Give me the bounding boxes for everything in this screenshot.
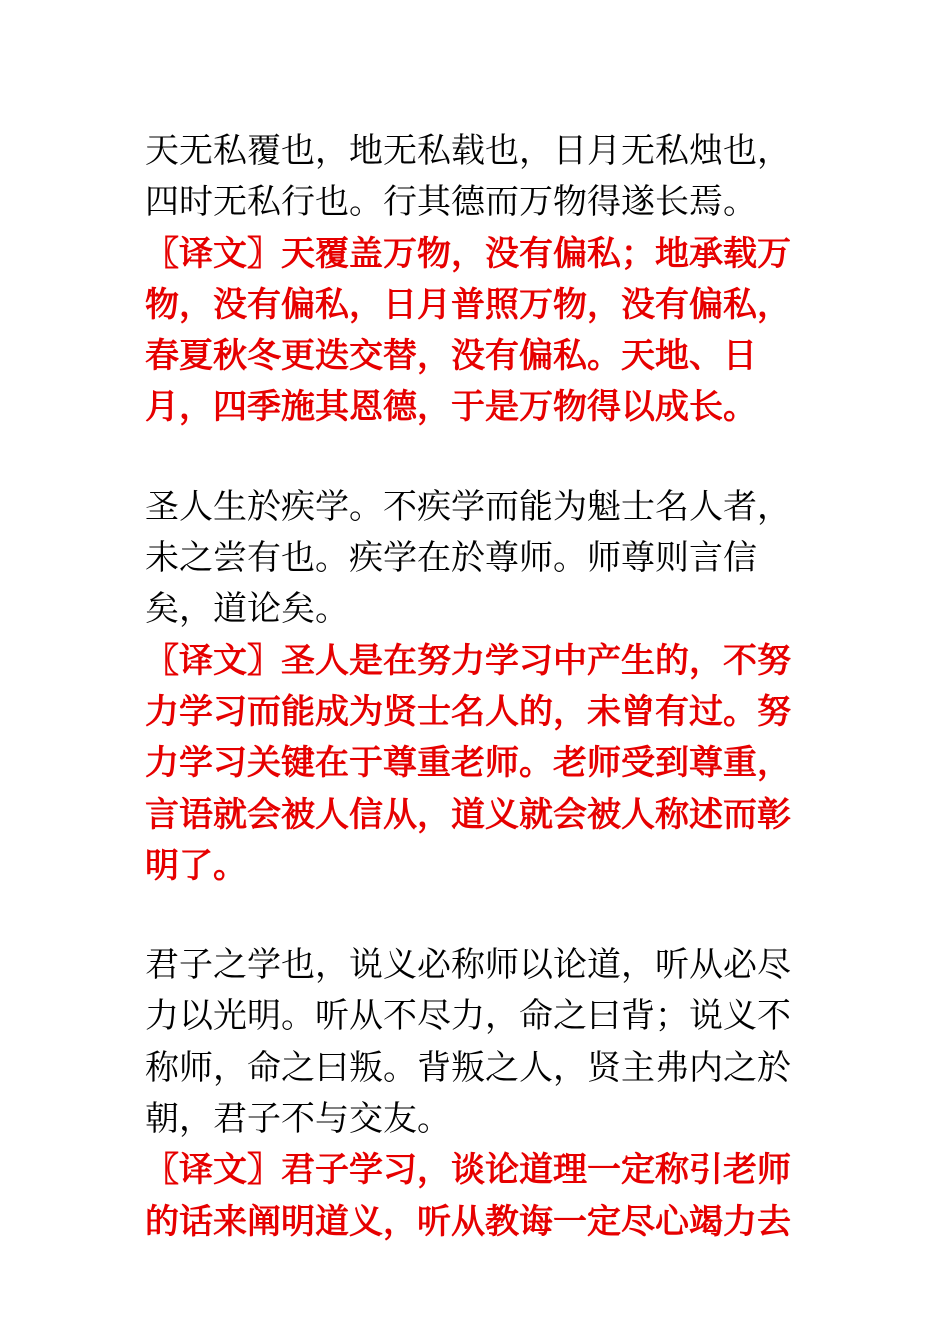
- translation-text-2: 〖译文〗圣人是在努力学习中产生的，不努力学习而能成为贤士名人的，未曾有过。努力学习关键在于尊重老师。老师受到尊重，言语就会被人信从，道义就会被人称述而彰明了。: [145, 640, 791, 886]
- original-text-3: 君子之学也，说义必称师以论道，听从必尽力以光明。听从不尽力，命之曰背；说义不称师，命之曰叛。背叛之人，贤主弗内之於朝，君子不与交友。: [145, 945, 791, 1140]
- paragraph-gap: [145, 434, 810, 482]
- document-body: [145, 126, 810, 1248]
- paragraph-gap: [145, 892, 810, 940]
- translation-text-1: 〖译文〗天覆盖万物，没有偏私；地承载万物，没有偏私，日月普照万物，没有偏私，春夏秋冬更迭交替，没有偏私。天地、日月，四季施其恩德，于是万物得以成长。: [145, 233, 791, 428]
- translation-text-3: 〖译文〗君子学习，谈论道理一定称引老师的话来阐明道义，听从教诲一定尽心竭力去: [145, 1150, 791, 1242]
- original-text-1: 天无私覆也，地无私载也，日月无私烛也，四时无私行也。行其德而万物得遂长焉。: [145, 131, 791, 223]
- original-text-2: 圣人生於疾学。不疾学而能为魁士名人者，未之尝有也。疾学在於尊师。师尊则言信矣，道论矣。: [145, 486, 791, 630]
